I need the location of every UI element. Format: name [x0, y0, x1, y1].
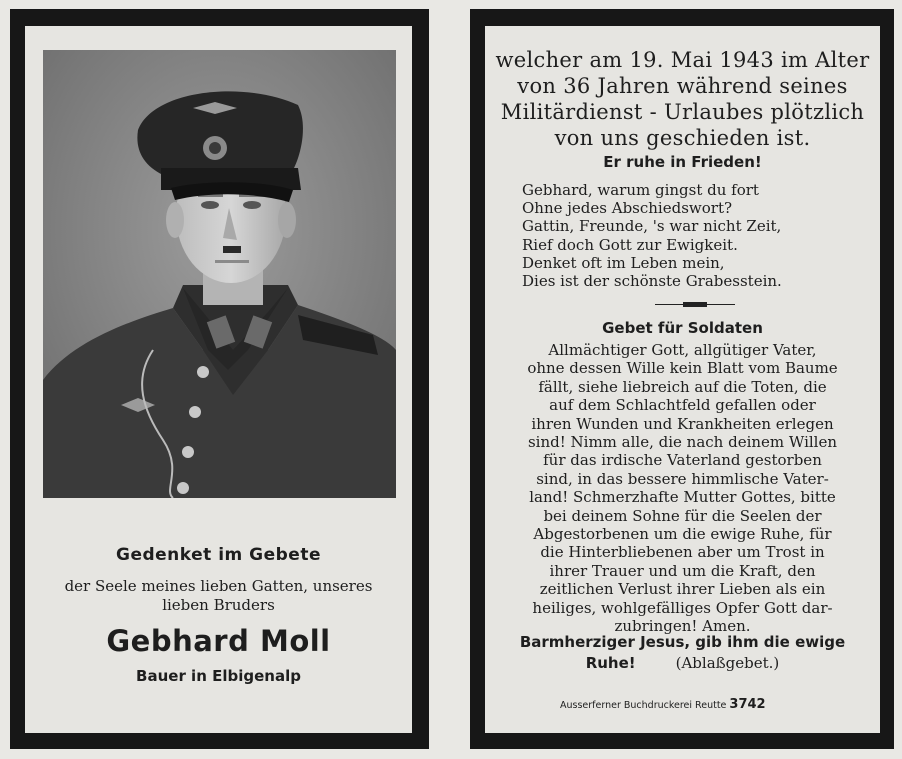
poem-line: Denket oft im Leben mein,	[522, 253, 725, 272]
dedication-line-1: der Seele meines lieben Gatten, unseres	[64, 577, 373, 595]
indulgence-prayer-line-1: Barmherziger Jesus, gib ihm die ewige	[519, 633, 846, 651]
prayer-line: ihren Wunden und Krankheiten erlegen	[531, 414, 834, 433]
prayer-line: auf dem Schlachtfeld gefallen oder	[549, 396, 816, 415]
deceased-occupation-place: Bauer in Elbigenalp	[136, 667, 301, 685]
print-number: 3742	[729, 697, 766, 712]
memorial-poem	[522, 181, 782, 290]
prayer-line: zubringen! Amen.	[614, 617, 751, 636]
death-notice-line: Militärdienst - Urlaubes plötzlich	[500, 100, 865, 124]
rest-word: Ruhe!	[585, 654, 636, 672]
soldier-prayer	[495, 341, 870, 636]
dedication-line-2: lieben Bruders	[162, 596, 275, 614]
printer-name: Ausserferner Buchdruckerei Reutte	[560, 700, 727, 711]
rest-in-peace-line: Er ruhe in Frieden!	[603, 153, 762, 171]
prayer-line: bei deinem Sohne für die Seelen der	[543, 506, 822, 525]
memorial-card-front	[10, 9, 429, 749]
poem-line: Gattin, Freunde, 's war nicht Zeit,	[522, 217, 782, 236]
prayer-line: Abgestorbenen um die ewige Ruhe, für	[533, 525, 832, 544]
prayer-line: ihrer Trauer und um die Kraft, den	[549, 561, 816, 580]
soldier-portrait-photo	[43, 50, 396, 498]
prayer-line: sind! Nimm alle, die nach deinem Willen	[527, 433, 837, 452]
memorial-card-back	[470, 9, 894, 749]
prayer-line: zeitlichen Verlust ihrer Lieben als ein	[539, 580, 826, 599]
prayer-line: heiliges, wohlgefälliges Opfer Gott dar-	[532, 598, 833, 617]
poem-line: Gebhard, warum gingst du fort	[522, 181, 759, 199]
ornamental-divider	[655, 302, 735, 307]
card-back-paper	[485, 26, 880, 733]
poem-line: Rief doch Gott zur Ewigkeit.	[522, 235, 738, 254]
prayer-line: für das irdische Vaterland gestorben	[543, 451, 822, 470]
prayer-line: Allmächtiger Gott, allgütiger Vater,	[548, 341, 817, 359]
death-notice-text	[485, 47, 880, 151]
printer-imprint	[560, 697, 766, 712]
prayer-line: die Hinterbliebenen aber um Trost in	[540, 543, 825, 562]
indulgence-note: (Ablaßgebet.)	[675, 654, 780, 672]
memorial-heading: Gedenket im Gebete	[115, 545, 321, 565]
death-notice-line: von uns geschieden ist.	[554, 126, 811, 150]
prayer-line: ohne dessen Wille kein Blatt vom Baume	[527, 359, 838, 378]
death-notice-line: welcher am 19. Mai 1943 im Alter	[495, 48, 870, 72]
prayer-line: sind, in das bessere himmlische Vater-	[536, 469, 829, 488]
deceased-name: Gebhard Moll	[106, 624, 331, 658]
prayer-title: Gebet für Soldaten	[602, 319, 763, 337]
prayer-line: land! Schmerzhafte Mutter Gottes, bitte	[529, 488, 836, 507]
card-front-paper	[25, 26, 412, 733]
poem-line: Dies ist der schönste Grabesstein.	[522, 272, 782, 291]
death-notice-line: von 36 Jahren während seines	[517, 74, 848, 98]
indulgence-prayer-line-2	[485, 654, 880, 672]
prayer-line: fällt, siehe liebreich auf die Toten, die	[538, 377, 827, 396]
poem-line: Ohne jedes Abschiedswort?	[522, 199, 733, 218]
